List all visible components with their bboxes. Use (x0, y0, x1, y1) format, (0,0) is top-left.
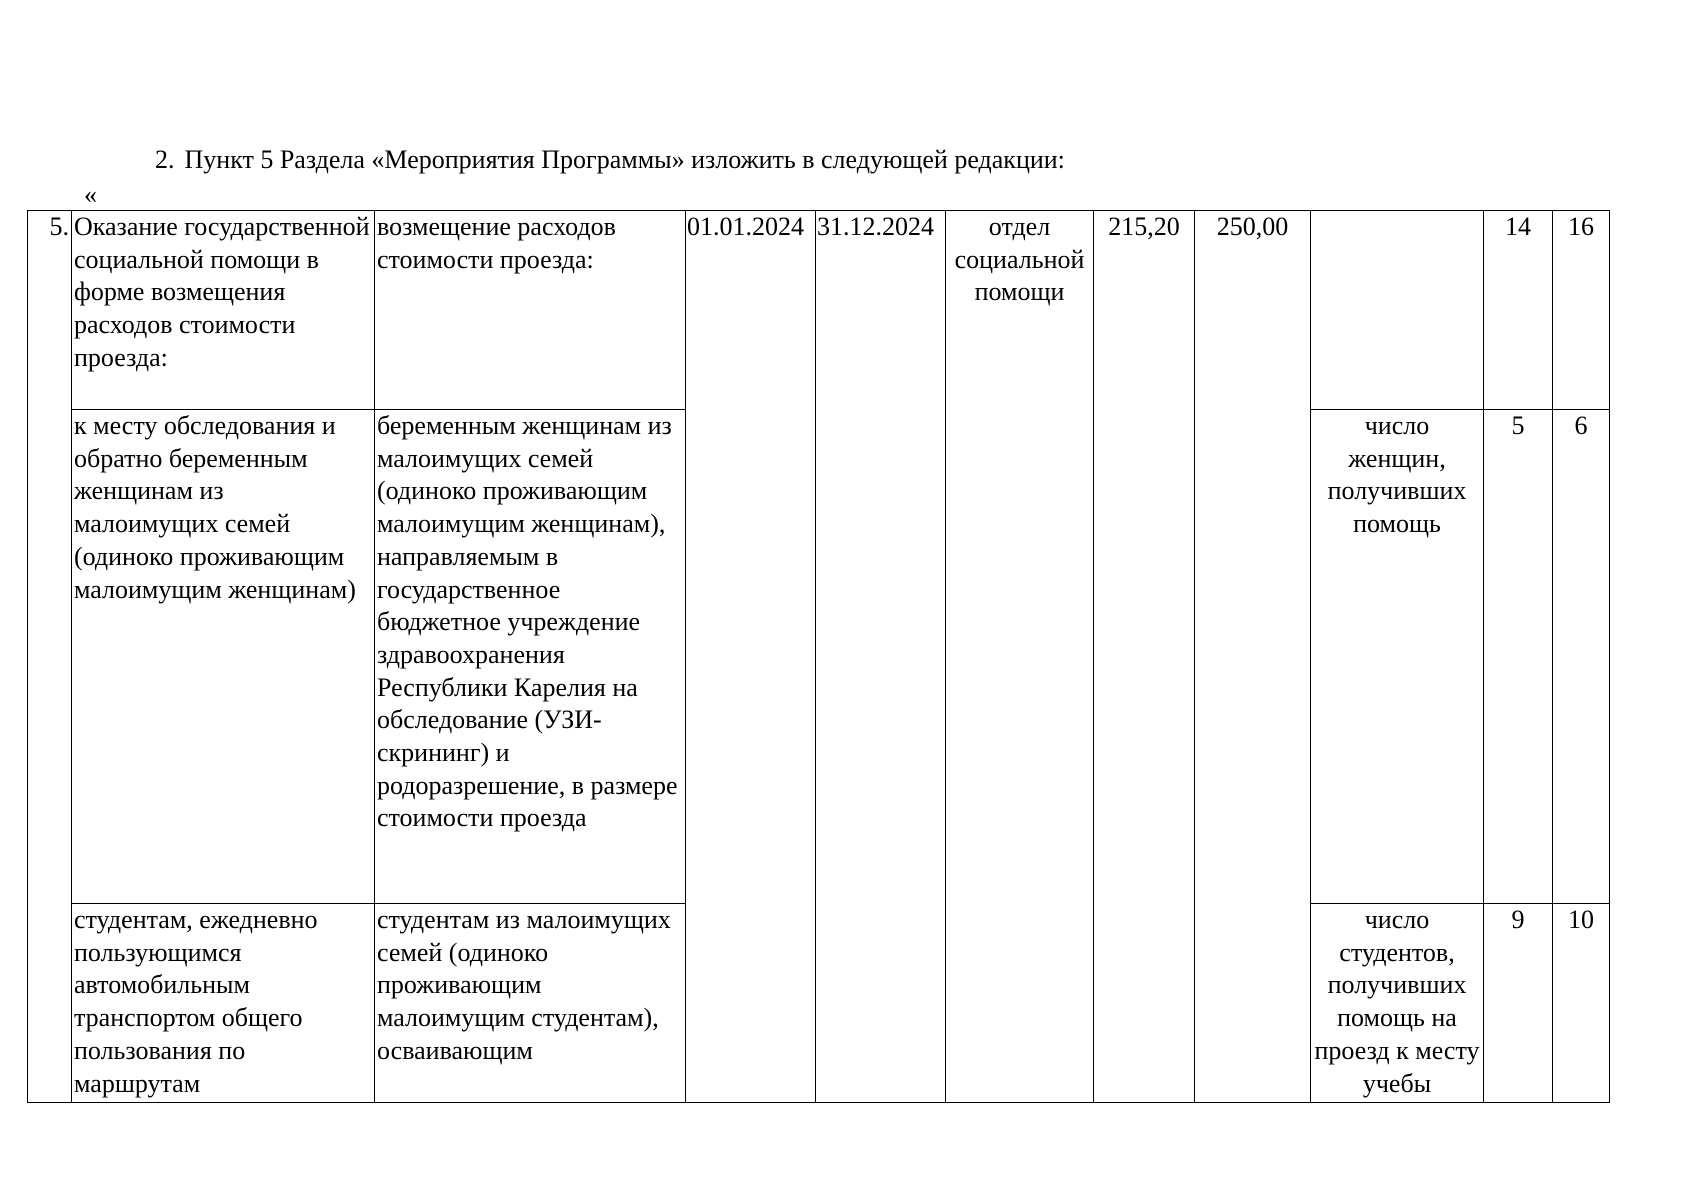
event-description-cell: возмещение расходов стоимости проезда: (375, 211, 686, 410)
start-date-cell: 01.01.2024 (686, 211, 816, 1103)
open-quote-mark: « (84, 180, 97, 209)
row-value-2-cell: 6 (1553, 410, 1610, 904)
table-row (28, 211, 1610, 410)
program-events-table (27, 210, 1610, 1103)
row-indicator-cell: число женщин, получивших помощь (1311, 410, 1484, 904)
row-subject-cell: к месту обследования и обратно беременным женщинам из малоимущих семей (одиноко проживающим малоимущим женщинам) (72, 410, 375, 904)
indicator-value-1-cell: 14 (1484, 211, 1553, 410)
funding-1-cell: 215,20 (1094, 211, 1195, 1103)
row-description-cell: студентам из малоимущих семей (одиноко проживающим малоимущим студентам), осваивающим (375, 904, 686, 1103)
item-number-cell: 5. (28, 211, 72, 1103)
end-date-cell: 31.12.2024 (816, 211, 946, 1103)
indicator-cell (1311, 211, 1484, 410)
row-value-2-cell: 10 (1553, 904, 1610, 1103)
row-subject-cell: студентам, ежедневно пользующимся автомобильным транспортом общего пользования по маршрутам (72, 904, 375, 1103)
row-description-cell: беременным женщинам из малоимущих семей (одиноко проживающим малоимущим женщинам), направляемым в государственное бюджетное учреждение здравоохранения Республики Карелия на обследование (УЗИ-скрининг) и родоразрешение, в размере стоимости проезда (375, 410, 686, 904)
row-value-1-cell: 9 (1484, 904, 1553, 1103)
section-heading (155, 145, 1065, 175)
funding-2-cell: 250,00 (1195, 211, 1311, 1103)
executor-cell: отдел социальной помощи (946, 211, 1094, 1103)
heading-number: 2. (155, 145, 175, 174)
row-indicator-cell: число студентов, получивших помощь на проезд к месту учебы (1311, 904, 1484, 1103)
row-value-1-cell: 5 (1484, 410, 1553, 904)
indicator-value-2-cell: 16 (1553, 211, 1610, 410)
event-title-cell: Оказание государственной социальной помощи в форме возмещения расходов стоимости проезда: (72, 211, 375, 410)
heading-text: Пункт 5 Раздела «Мероприятия Программы» изложить в следующей редакции: (184, 145, 1065, 174)
